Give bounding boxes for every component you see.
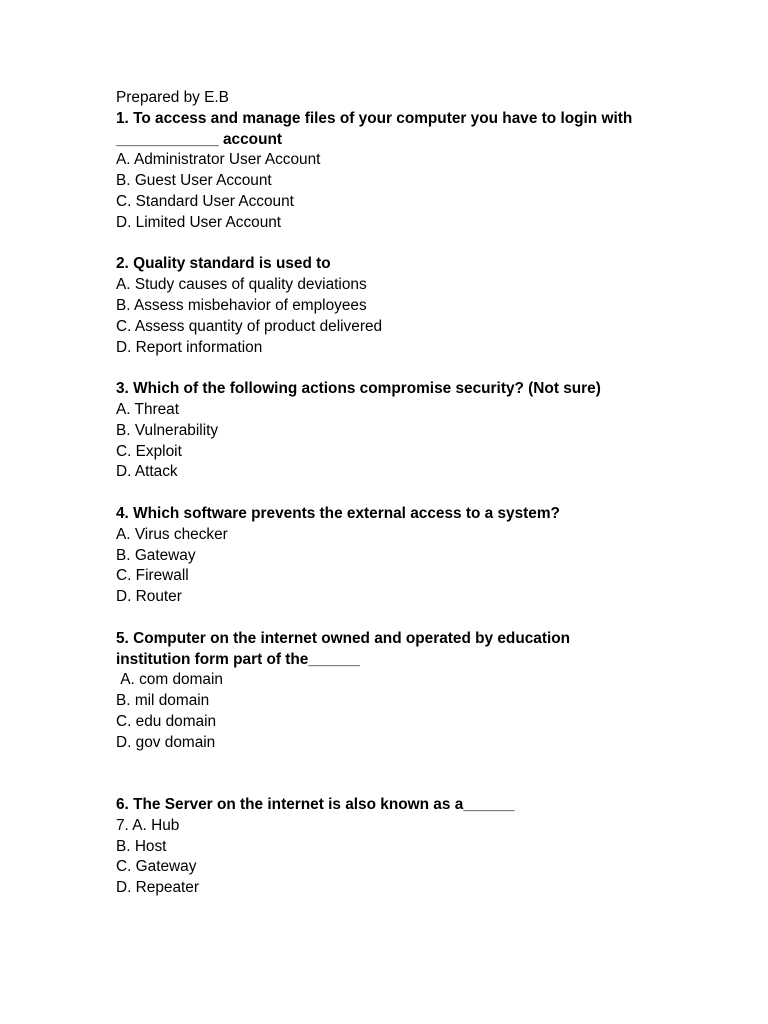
question-5-option-c: C. edu domain xyxy=(116,712,217,730)
question-1-option-c: C. Standard User Account xyxy=(116,192,294,210)
question-4-option-a: A. Virus checker xyxy=(116,525,228,543)
spacer xyxy=(116,483,676,504)
question-5 xyxy=(116,629,676,754)
question-3-option-b: B. Vulnerability xyxy=(116,421,219,439)
question-4-option-b: B. Gateway xyxy=(116,546,196,564)
question-2 xyxy=(116,254,676,358)
question-3-text: 3. Which of the following actions compromise security? (Not sure) xyxy=(116,380,601,398)
question-1-option-d: D. Limited User Account xyxy=(116,213,282,231)
question-1-text-line-2: ____________ account xyxy=(116,130,282,148)
question-2-option-a: A. Study causes of quality deviations xyxy=(116,276,367,294)
spacer xyxy=(116,358,676,379)
question-5-option-d: D. gov domain xyxy=(116,733,216,751)
question-5-option-a: A. com domain xyxy=(116,671,223,689)
spacer xyxy=(116,234,676,255)
question-2-option-d: D. Report information xyxy=(116,338,263,356)
document-header: Prepared by E.B xyxy=(116,89,229,106)
question-2-option-b: B. Assess misbehavior of employees xyxy=(116,296,367,314)
question-1-option-b: B. Guest User Account xyxy=(116,172,272,190)
spacer xyxy=(116,608,676,629)
question-1-text-line-1: 1. To access and manage files of your computer you have to login with xyxy=(116,109,633,127)
question-5-option-b: B. mil domain xyxy=(116,692,210,710)
question-1-option-a: A. Administrator User Account xyxy=(116,151,321,169)
question-3 xyxy=(116,379,676,483)
question-6-option-c: C. Gateway xyxy=(116,858,197,876)
question-5-text-line-2: institution form part of the______ xyxy=(116,650,360,668)
question-3-option-a: A. Threat xyxy=(116,400,180,418)
question-6-option-b: B. Host xyxy=(116,837,167,855)
question-6-text: 6. The Server on the internet is also known as a______ xyxy=(116,796,515,814)
question-6 xyxy=(116,795,676,899)
question-6-option-a: 7. A. Hub xyxy=(116,816,180,834)
question-3-option-c: C. Exploit xyxy=(116,442,182,460)
question-3-option-d: D. Attack xyxy=(116,463,178,481)
document-page xyxy=(116,88,676,899)
question-4-text: 4. Which software prevents the external access to a system? xyxy=(116,504,560,522)
question-2-text: 2. Quality standard is used to xyxy=(116,255,331,273)
question-4-option-c: C. Firewall xyxy=(116,567,189,585)
spacer xyxy=(116,754,676,796)
question-1 xyxy=(116,109,676,234)
question-4 xyxy=(116,504,676,608)
question-4-option-d: D. Router xyxy=(116,588,182,606)
question-6-option-d: D. Repeater xyxy=(116,879,199,897)
question-2-option-c: C. Assess quantity of product delivered xyxy=(116,317,383,335)
question-5-text-line-1: 5. Computer on the internet owned and operated by education xyxy=(116,629,571,647)
